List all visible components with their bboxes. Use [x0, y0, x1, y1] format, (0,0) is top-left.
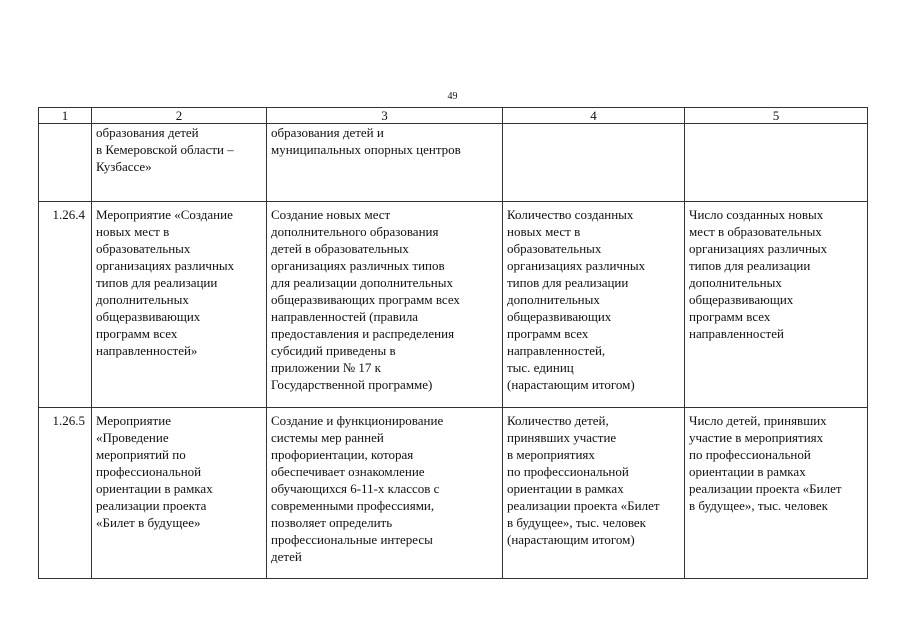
measure-description-cell: Создание новых мест дополнительного образования детей в образовательных организациях различных типов для реализации дополнительных общеразвивающих программ всех направленностей (правила предоставления и распределения субсидий приведены в приложении № 17 к Государственной программе) — [267, 202, 503, 408]
measures-table — [38, 107, 868, 579]
column-header: 1 — [39, 108, 92, 124]
row-number — [39, 124, 92, 202]
measure-description-cell: образования детей и муниципальных опорных центров — [267, 124, 503, 202]
row-number: 1.26.5 — [39, 408, 92, 579]
result-cell: Число детей, принявших участие в мероприятиях по профессиональной ориентации в рамках реализации проекта «Билет в будущее», тыс. человек — [685, 408, 868, 579]
indicator-cell: Количество детей, принявших участие в мероприятиях по профессиональной ориентации в рамках реализации проекта «Билет в будущее», тыс. человек (нарастающим итогом) — [503, 408, 685, 579]
column-header: 5 — [685, 108, 868, 124]
indicator-cell — [503, 124, 685, 202]
page-number: 49 — [447, 91, 458, 102]
table-header-row — [39, 108, 868, 124]
table-row — [39, 202, 868, 408]
column-header: 2 — [92, 108, 267, 124]
result-cell — [685, 124, 868, 202]
indicator-cell: Количество созданных новых мест в образовательных организациях различных типов для реализации дополнительных общеразвивающих программ всех направленностей, тыс. единиц (нарастающим итогом) — [503, 202, 685, 408]
table-row — [39, 408, 868, 579]
measure-description-cell: Создание и функционирование системы мер ранней профориентации, которая обеспечивает ознакомление обучающихся 6-11-х классов с современными профессиями, позволяет определить профессиональные интересы детей — [267, 408, 503, 579]
row-number: 1.26.4 — [39, 202, 92, 408]
result-cell: Число созданных новых мест в образовательных организациях различных типов для реализации дополнительных общеразвивающих программ всех направленностей — [685, 202, 868, 408]
table-row — [39, 124, 868, 202]
column-header: 4 — [503, 108, 685, 124]
measure-name-cell: образования детей в Кемеровской области – Кузбассе» — [92, 124, 267, 202]
measure-name-cell: Мероприятие «Создание новых мест в образовательных организациях различных типов для реализации дополнительных общеразвивающих программ всех направленностей» — [92, 202, 267, 408]
measure-name-cell: Мероприятие «Проведение мероприятий по профессиональной ориентации в рамках реализации проекта «Билет в будущее» — [92, 408, 267, 579]
column-header: 3 — [267, 108, 503, 124]
